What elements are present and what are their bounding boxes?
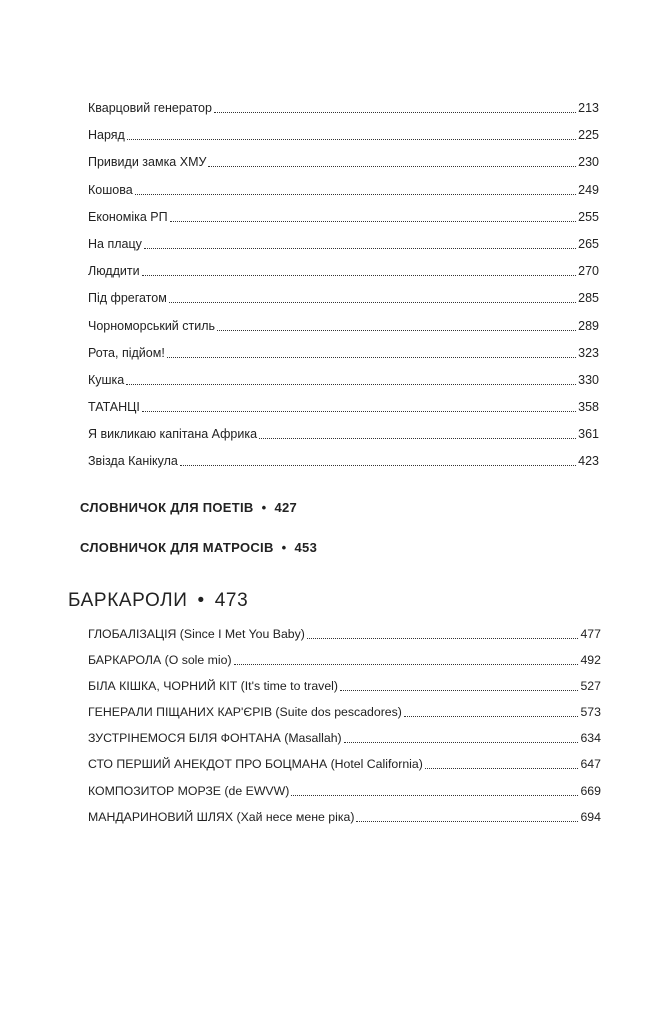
toc-entry <box>88 678 601 694</box>
toc-entry-title: Звізда Канікула <box>88 454 178 469</box>
dot-leader <box>208 166 576 167</box>
toc-entry-page: 249 <box>578 182 599 197</box>
toc-list-barcaroles <box>88 626 601 835</box>
toc-entry <box>88 318 599 334</box>
dot-leader <box>214 112 576 113</box>
toc-entry-title: Рота, підйом! <box>88 345 165 360</box>
toc-entry-page: 492 <box>580 653 601 668</box>
toc-entry <box>88 809 601 825</box>
toc-entry-page: 213 <box>578 101 599 115</box>
dot-leader <box>142 411 576 412</box>
toc-list-stories <box>88 100 599 481</box>
dot-leader <box>169 302 576 303</box>
dot-leader <box>170 221 577 222</box>
dot-leader <box>425 768 579 769</box>
toc-entry-page: 289 <box>578 318 599 333</box>
toc-entry-title: ТАТАНЦІ <box>88 400 140 415</box>
section-heading-title: СЛОВНИЧОК ДЛЯ ПОЕТІВ <box>80 500 254 515</box>
toc-entry <box>88 626 601 642</box>
dot-leader <box>142 275 577 276</box>
toc-entry-title: ГЕНЕРАЛИ ПІЩАНИХ КАР'ЄРІВ (Suite dos pescadores) <box>88 705 402 720</box>
toc-entry-page: 527 <box>580 679 601 694</box>
dot-leader <box>291 795 578 796</box>
toc-entry-title: Кошова <box>88 182 133 197</box>
dot-leader <box>167 357 576 358</box>
toc-entry <box>88 426 599 442</box>
section-heading-sailors-glossary <box>80 540 317 555</box>
dot-leader <box>180 465 576 466</box>
part-heading-title: БАРКАРОЛИ <box>68 590 188 611</box>
toc-entry-page: 423 <box>578 454 599 469</box>
dot-leader <box>234 664 579 665</box>
toc-entry-page: 477 <box>580 627 601 641</box>
toc-entry-title: КОМПОЗИТОР МОРЗЕ (de EWVW) <box>88 783 290 798</box>
toc-entry <box>88 182 599 198</box>
toc-entry-title: Кушка <box>88 372 125 387</box>
toc-entry <box>88 100 599 116</box>
toc-entry <box>88 263 599 279</box>
toc-entry-title: Економіка РП <box>88 209 168 224</box>
toc-entry-page: 358 <box>578 400 599 415</box>
toc-entry <box>88 127 599 143</box>
toc-entry <box>88 783 601 799</box>
toc-entry-page: 255 <box>578 209 599 224</box>
toc-entry <box>88 372 599 388</box>
toc-entry-title: Наряд <box>88 128 125 143</box>
toc-entry <box>88 209 599 225</box>
toc-entry-title: Привиди замка ХМУ <box>88 155 207 170</box>
toc-entry <box>88 236 599 252</box>
toc-entry-title: Люддити <box>88 264 140 279</box>
dot-leader <box>356 821 578 822</box>
section-heading-title: СЛОВНИЧОК ДЛЯ МАТРОСІВ <box>80 540 274 555</box>
bullet-separator: • <box>281 540 287 555</box>
toc-entry-page: 361 <box>578 427 599 442</box>
bullet-separator: • <box>261 500 267 515</box>
dot-leader <box>307 638 579 639</box>
dot-leader <box>127 139 576 140</box>
toc-entry-title: На плацу <box>88 236 142 251</box>
toc-entry <box>88 756 601 772</box>
dot-leader <box>126 384 576 385</box>
toc-entry <box>88 345 599 361</box>
dot-leader <box>144 248 576 249</box>
toc-entry-page: 230 <box>578 155 599 170</box>
toc-entry-title: Я викликаю капітана Африка <box>88 427 258 442</box>
toc-entry-page: 669 <box>580 783 601 798</box>
toc-entry-page: 225 <box>578 128 599 143</box>
part-heading-barcaroles <box>68 590 248 612</box>
toc-entry-page: 634 <box>580 731 601 746</box>
toc-entry <box>88 154 599 170</box>
toc-entry-page: 323 <box>578 345 599 360</box>
dot-leader <box>340 690 578 691</box>
toc-entry-title: СТО ПЕРШИЙ АНЕКДОТ ПРО БОЦМАНА (Hotel California) <box>88 757 423 772</box>
toc-entry-title: Чорноморський стиль <box>88 318 216 333</box>
toc-entry-title: ЗУСТРІНЕМОСЯ БІЛЯ ФОНТАНА (Masallah) <box>88 731 342 746</box>
toc-entry-title: МАНДАРИНОВИЙ ШЛЯХ (Хай несе мене ріка) <box>88 809 355 824</box>
toc-entry <box>88 399 599 415</box>
part-heading-page: 473 <box>214 590 249 611</box>
toc-entry <box>88 704 601 720</box>
dot-leader <box>217 330 576 331</box>
toc-entry-page: 573 <box>580 705 601 720</box>
toc-entry <box>88 730 601 746</box>
section-heading-poets-glossary <box>80 500 297 515</box>
toc-entry-title: ГЛОБАЛІЗАЦІЯ (Since I Met You Baby) <box>88 627 305 641</box>
toc-entry <box>88 290 599 306</box>
toc-entry <box>88 652 601 668</box>
bullet-separator: • <box>197 590 205 611</box>
section-heading-page: 427 <box>274 500 298 515</box>
dot-leader <box>259 438 576 439</box>
dot-leader <box>135 194 576 195</box>
toc-entry-title: Під фрегатом <box>88 291 167 306</box>
toc-entry-title: БІЛА КІШКА, ЧОРНИЙ КІТ (It's time to travel) <box>88 679 338 694</box>
toc-entry-page: 330 <box>578 372 599 387</box>
dot-leader <box>404 716 579 717</box>
toc-entry <box>88 453 599 469</box>
toc-entry-title: Кварцовий генератор <box>88 101 212 115</box>
toc-entry-page: 694 <box>580 809 601 824</box>
toc-entry-page: 285 <box>578 291 599 306</box>
toc-entry-page: 270 <box>578 264 599 279</box>
dot-leader <box>344 742 579 743</box>
section-heading-page: 453 <box>294 540 318 555</box>
toc-entry-title: БАРКАРОЛА (O sole mio) <box>88 653 232 668</box>
toc-entry-page: 265 <box>578 236 599 251</box>
toc-entry-page: 647 <box>580 757 601 772</box>
